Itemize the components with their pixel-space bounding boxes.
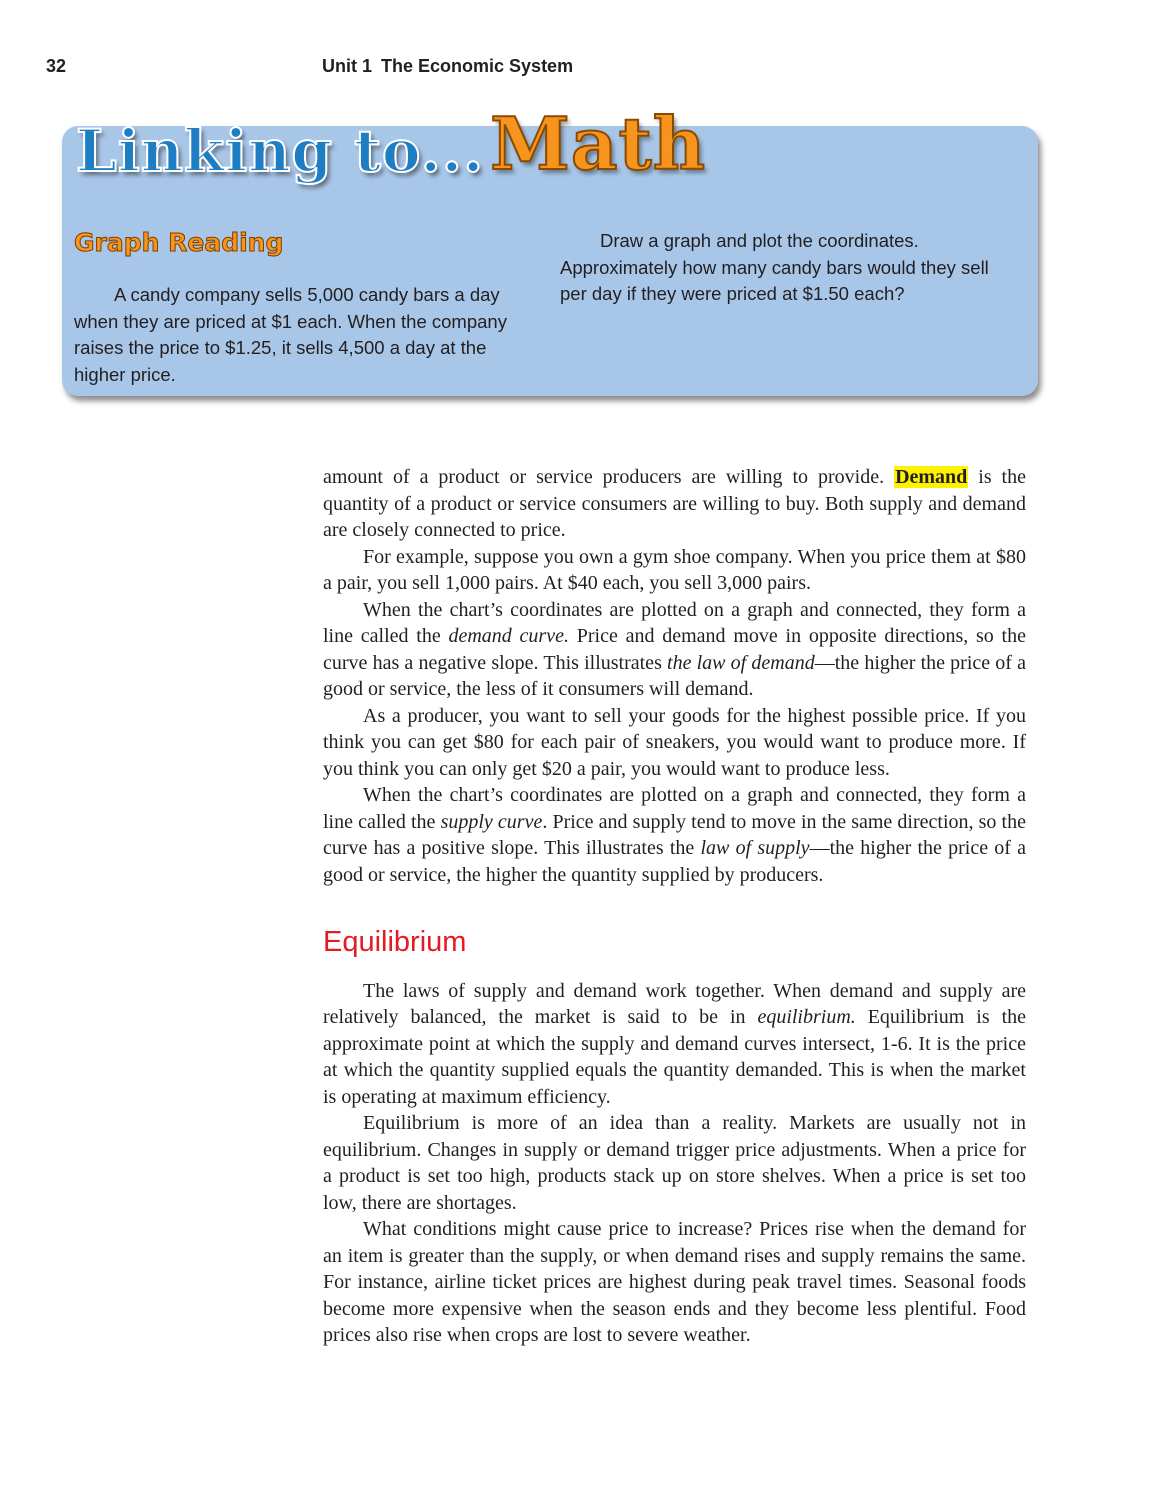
unit-label: Unit 1 <box>322 56 373 76</box>
feature-title-linking: Linking to... <box>76 117 485 185</box>
feature-problem-content: A candy company sells 5,000 candy bars a day when they are priced at $1 each. When the company raises the price to $1.25, it sells 4,500 a day at the higher price. <box>74 284 507 385</box>
feature-title <box>76 101 707 186</box>
feature-question-content: Draw a graph and plot the coordinates. Approximately how many candy bars would they sell per day if they were priced at $1.50 each? <box>560 230 989 304</box>
italic-term-law-of-demand: the law of demand <box>667 651 815 674</box>
italic-term-supply-curve: supply curve <box>440 810 543 833</box>
page-header <box>46 56 746 80</box>
unit-title: The Economic System <box>381 56 574 76</box>
feature-question-text <box>560 228 1015 308</box>
paragraph-gym-shoe-example: For example, suppose you own a gym shoe company. When you price them at $80 a pair, you sell 1,000 pairs. At $40 each, you sell 3,000 pairs. <box>323 545 1026 594</box>
section-heading-equilibrium: Equilibrium <box>323 926 467 958</box>
text-run: Equilibrium is the approximate point at which the supply and demand curves intersect, 1-6. It is the price at which the quantity supplied equals the quantity demanded. This is when the market is operating at maximum efficiency. <box>323 1006 1026 1108</box>
text-run: —the higher the price of a good or service, the less of it consumers will demand. <box>323 651 1027 700</box>
text-run: When the chart’s coordinates are plotted on a graph and connected, they form a line called the <box>323 598 1026 647</box>
paragraph-demand-definition <box>323 464 1026 544</box>
italic-term-law-of-supply: law of supply <box>700 837 810 859</box>
italic-term-equilibrium: equilibrium. <box>757 1006 856 1029</box>
text-run: . Price and supply tend to move in the same direction, so the curve has a positive slope. This illustrates the <box>323 810 1026 859</box>
text-run: The laws of supply and demand work together. When demand and supply are relatively balanced, the market is said to be in <box>323 979 1026 1029</box>
page-number: 32 <box>46 56 67 76</box>
italic-term-demand-curve: demand curve. <box>448 625 569 647</box>
feature-problem-text <box>74 282 536 388</box>
text-run: Price and demand move in opposite directions, so the curve has a negative slope. This illustrates <box>323 625 1026 674</box>
linking-to-math-feature-box <box>62 101 1038 396</box>
running-head <box>322 56 573 77</box>
paragraph-equilibrium-reality: Equilibrium is more of an idea than a reality. Markets are usually not in equilibrium. Changes in supply or demand trigger price adjustments. When a price for a product is set too high, products stack up on store shelves. When a price is set too low, there are shortages. <box>323 1112 1026 1214</box>
text-run: When the chart’s coordinates are plotted on a graph and connected, they form a line called the <box>323 784 1026 833</box>
text-run: is the quantity of a product or service consumers are willing to buy. Both supply and demand are closely connected to price. <box>323 466 1026 541</box>
paragraph-producer: As a producer, you want to sell your goods for the highest possible price. If you think you can get $80 for each pair of sneakers, you would want to produce more. If you think you can only get $20 a pair, you would want to produce less. <box>323 704 1026 780</box>
paragraph-equilibrium-definition <box>323 978 1026 1111</box>
text-run: amount of a product or service producers are willing to provide. <box>323 466 895 488</box>
feature-title-math: Math <box>490 101 707 186</box>
feature-subheading: Graph Reading <box>74 228 284 257</box>
paragraph-demand-curve <box>323 597 1026 703</box>
paragraph-price-increase: What conditions might cause price to increase? Prices rise when the demand for an item is greater than the supply, or when demand rises and supply remains the same. For instance, airline ticket prices are highest during peak travel times. Seasonal foods become more expensive when the season ends and they become less plentiful. Food prices also rise when crops are lost to severe weather. <box>323 1218 1026 1347</box>
paragraph-supply-curve <box>323 782 1026 888</box>
key-term-demand: Demand <box>895 466 968 488</box>
text-run: —the higher the price of a good or service, the higher the quantity supplied by producers. <box>323 837 1027 886</box>
main-text-column <box>323 464 1026 1349</box>
